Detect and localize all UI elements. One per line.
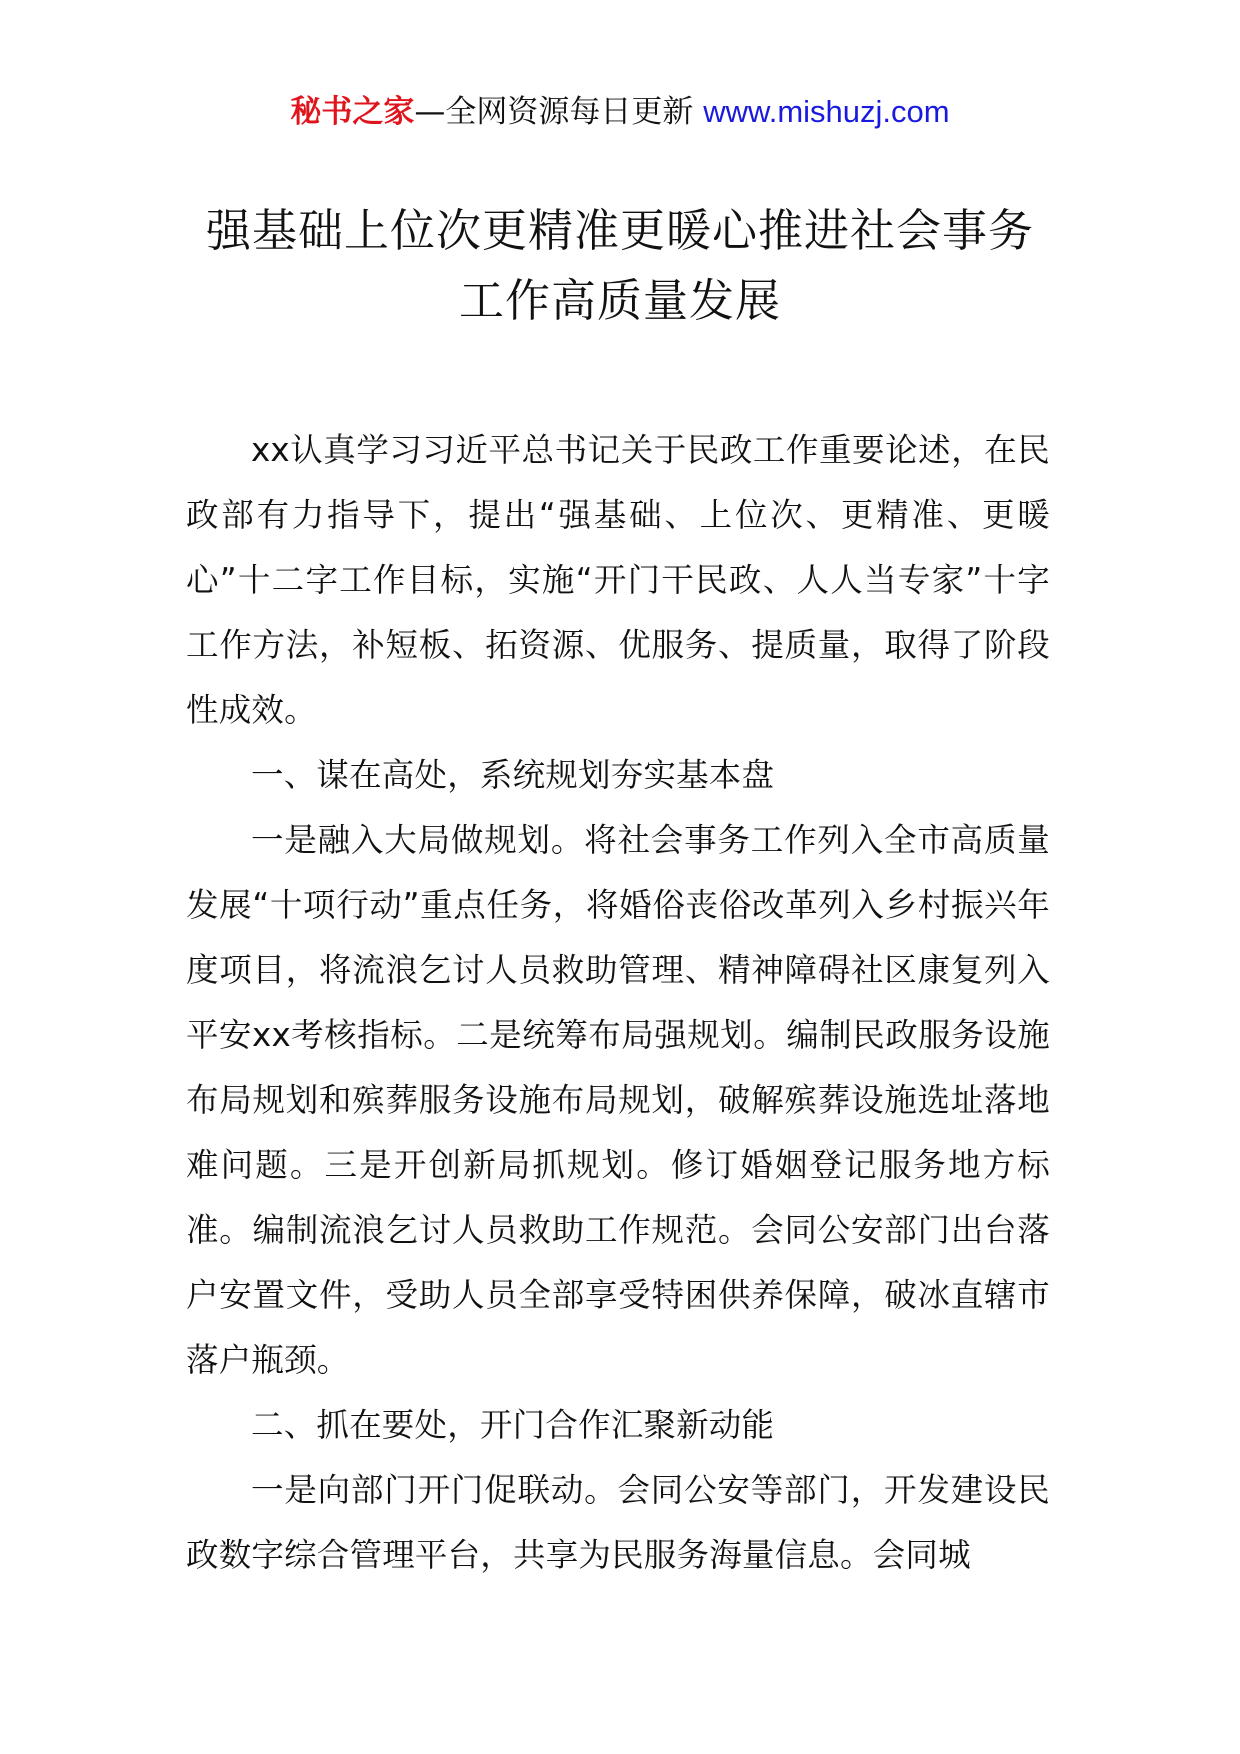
- section-2-paragraph: 一是向部门开门促联动。会同公安等部门，开发建设民政数字综合管理平台，共享为民服务海量信息。会同城: [186, 1471, 1050, 1574]
- document-title-line-1: 强基础上位次更精准更暖心推进社会事务: [205, 204, 1034, 257]
- intro-paragraph: xx认真学习习近平总书记关于民政工作重要论述，在民政部有力指导下，提出“强基础、上位次、更精准、更暖心”十二字工作目标，实施“开门干民政、人人当专家”十字工作方法，补短板、拓资源、优服务、提质量，取得了阶段性成效。: [186, 431, 1050, 729]
- document-body: [186, 418, 1050, 1588]
- site-url-link[interactable]: www.mishuzj.com: [703, 94, 950, 129]
- document-title-line-2: 工作高质量发展: [458, 274, 781, 327]
- document-title: [140, 196, 1100, 336]
- section-heading-2: 二、抓在要处，开门合作汇聚新动能: [251, 1406, 775, 1444]
- site-tagline: —全网资源每日更新: [414, 94, 694, 130]
- site-header: [0, 92, 1240, 132]
- site-brand: 秘书之家: [290, 94, 415, 130]
- section-heading-1: 一、谋在高处，系统规划夯实基本盘: [251, 756, 775, 794]
- section-1-paragraph: 一是融入大局做规划。将社会事务工作列入全市高质量发展“十项行动”重点任务，将婚俗丧俗改革列入乡村振兴年度项目，将流浪乞讨人员救助管理、精神障碍社区康复列入平安xx考核指标。二是统筹布局强规划。编制民政服务设施布局规划和殡葬服务设施布局规划，破解殡葬设施选址落地难问题。三是开创新局抓规划。修订婚姻登记服务地方标准。编制流浪乞讨人员救助工作规范。会同公安部门出台落户安置文件，受助人员全部享受特困供养保障，破冰直辖市落户瓶颈。: [186, 821, 1050, 1379]
